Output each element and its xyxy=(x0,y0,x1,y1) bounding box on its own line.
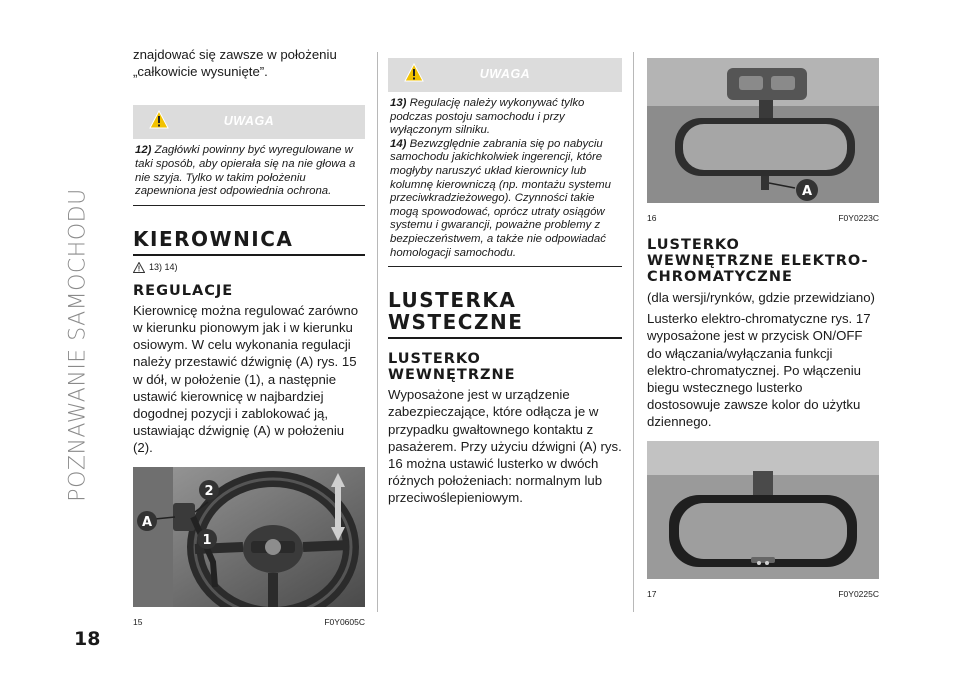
availability-note: (dla wersji/rynków, gdzie przewidziano) xyxy=(647,290,875,305)
note-number: 13) xyxy=(390,97,407,109)
warning-header xyxy=(133,105,365,139)
warning-item xyxy=(390,97,620,138)
subheading-line2: WEWNĘTRZNE xyxy=(388,367,516,384)
warning-box xyxy=(133,105,365,205)
column-3 xyxy=(647,58,879,599)
figure-number: 17 xyxy=(647,588,657,599)
note-text: Bezwzględnie zabrania się po nabyciu samochodu jakichkolwiek ingerencji, które mogłyby naruszyć układ kierownicy lub kolumnę kierowniczą (np. montażu systemu przeciwkradzieżowego). Czynności takie mogą spowodować, oprócz utraty osiągów systemu i gwarancji, poważne problemy z bezpieczeństwem, a także nie odpowiadać homologacji samochodu. xyxy=(390,137,611,259)
heading-rule xyxy=(388,337,622,339)
subheading-line3: CHROMATYCZNE xyxy=(647,269,793,285)
subheading-line1: LUSTERKO xyxy=(647,237,740,253)
heading-rule xyxy=(133,254,365,256)
figure-number: 15 xyxy=(133,616,143,627)
warning-text xyxy=(388,92,622,266)
warning-small-icon xyxy=(133,262,145,273)
marker-2: 2 xyxy=(204,483,214,499)
figure-number: 16 xyxy=(647,213,657,223)
section-lusterko-elektrochromatyczne xyxy=(647,237,879,285)
warning-references xyxy=(133,262,365,273)
warning-text xyxy=(133,139,365,204)
warning-label: UWAGA xyxy=(479,67,531,81)
electrochromatic-mirror-image xyxy=(647,441,879,579)
intro-text: znajdować się zawsze w położeniu „całkowicie wysunięte”. xyxy=(133,47,337,80)
steering-wheel-image xyxy=(133,467,365,607)
subheading-line1: LUSTERKO xyxy=(388,351,481,368)
section-heading: KIEROWNICA xyxy=(133,226,294,251)
column-divider xyxy=(377,52,378,612)
section-kierownica xyxy=(133,228,365,256)
section-title-vertical: POZNAWANIE SAMOCHODU xyxy=(65,188,91,502)
figure-caption xyxy=(647,589,879,599)
section-lusterka xyxy=(388,289,622,339)
note-number: 14) xyxy=(390,137,407,150)
figure-code: F0Y0223C xyxy=(838,213,879,223)
rearview-mirror-image xyxy=(647,58,879,203)
body-text: Kierownicę można regulować zarówno w kierunku pionowym jak i w kierunku osiowym. W celu wykonania regulacji należy przestawić dźwignię (A) rys. 15 w dół, w położenie (1), a następnie ustawić kierownicę w najbardziej dogodnej pozycji i zablokować ją, ustawiając dźwignię (A) w położeniu (2). xyxy=(133,302,359,456)
column-divider xyxy=(633,52,634,612)
marker-1: 1 xyxy=(202,532,212,548)
column-1 xyxy=(133,46,365,627)
note-text: Regulację należy wykonywać tylko podczas postoju samochodu i przy wyłączonym silniku. xyxy=(390,97,585,137)
body-text: Wyposażone jest w urządzenie zabezpieczające, które odłącza je w przypadku gwałtownego kontaktu z pasażerem. Przy użyciu dźwigni (A) rys. 16 można ustawić lusterko w dwóch różnych położeniach: normalnym lub przeciwoślepieniowym. xyxy=(388,387,622,506)
section-heading-line1: LUSTERKA xyxy=(388,288,517,313)
section-heading-line2: WSTECZNE xyxy=(388,310,524,335)
body-text: Lusterko elektro-chromatyczne rys. 17 wyposażone jest w przycisk ON/OFF do włączania/wyłączania funkcji elektro-chromatycznej. Po włączeniu biegu wstecznego lusterko dostosowuje zawsze kolor do użytku dziennego. xyxy=(647,311,871,430)
warning-box xyxy=(388,58,622,267)
warning-item xyxy=(390,138,620,260)
page-number: 18 xyxy=(74,628,101,650)
column-2 xyxy=(388,58,622,507)
figure-15 xyxy=(133,467,365,627)
subheading-line2: WEWNĘTRZNE ELEKTRO- xyxy=(647,253,869,269)
warning-label: UWAGA xyxy=(223,114,275,129)
warning-header xyxy=(388,58,622,92)
figure-code: F0Y0225C xyxy=(838,588,879,599)
figure-17 xyxy=(647,441,879,599)
marker-a: A xyxy=(801,184,813,199)
note-number: 12) xyxy=(135,144,152,157)
figure-code: F0Y0605C xyxy=(324,616,365,627)
reference-numbers: 13) 14) xyxy=(149,262,178,273)
figure-caption xyxy=(133,617,365,627)
figure-caption xyxy=(647,213,879,223)
note-text: Zagłówki powinny być wyregulowane w taki sposób, aby opierała się na nie głowa a nie szyja. Tylko w takim położeniu zapewniona jest odpowiednia ochrona. xyxy=(135,144,356,198)
figure-16 xyxy=(647,58,879,223)
marker-a: A xyxy=(141,514,153,530)
subheading: REGULACJE xyxy=(133,282,234,299)
